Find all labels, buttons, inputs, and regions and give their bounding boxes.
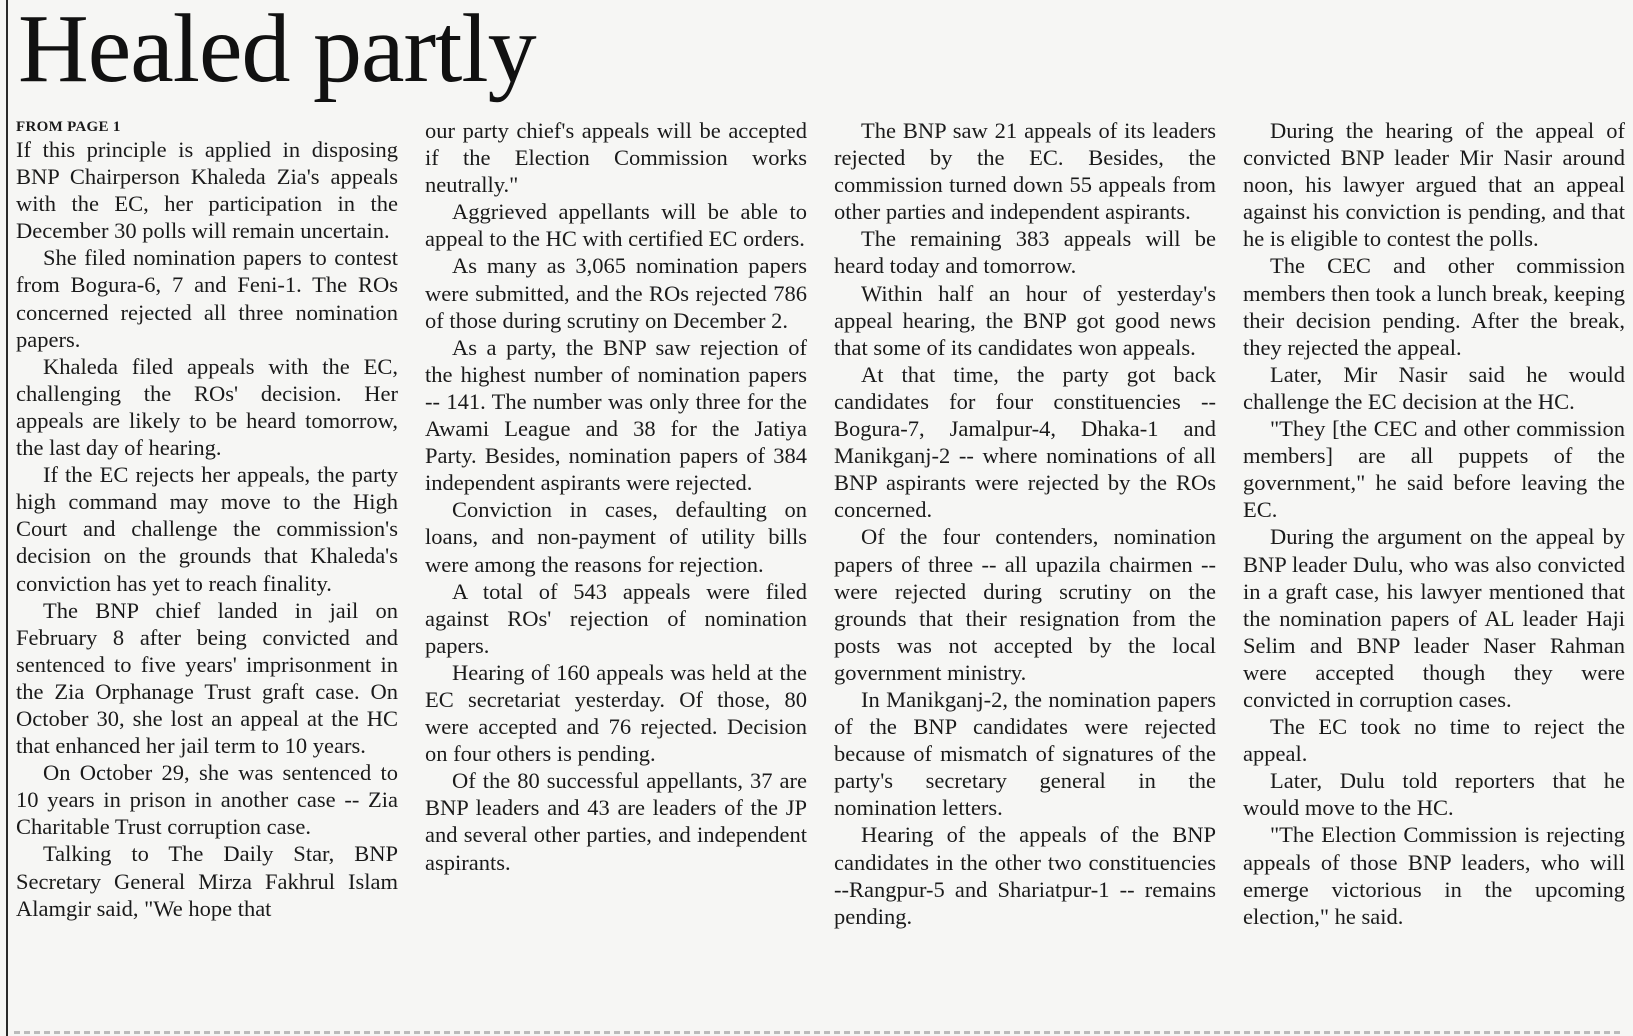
paragraph: Later, Dulu told reporters that he would move to the HC. [1243,768,1625,821]
paragraph: At that time, the party got back candidates for four constituencies -- Bogura-7, Jamalpur-4, Dhaka-1 and Manikganj-2 -- where nominations of all BNP aspirants were rejected by the ROs concerned. [834,361,1216,523]
paragraph: As a party, the BNP saw rejection of the highest number of nomination papers -- 141. The number was only three for the Awami League and 38 for the Jatiya Party. Besides, nomination papers of 384 independent aspirants were rejected. [425,334,807,496]
paragraph: She filed nomination papers to contest from Bogura-6, 7 and Feni-1. The ROs concerned rejected all three nomination papers. [16,245,398,352]
column-3 [834,117,1216,930]
paragraph: Of the four contenders, nomination papers of three -- all upazila chairmen -- were rejected during scrutiny on the grounds that their resignation from the posts was not accepted by the local government ministry. [834,524,1216,685]
column-4 [1243,117,1625,930]
from-page-label: FROM PAGE 1 [16,119,121,135]
paragraph: The remaining 383 appeals will be heard today and tomorrow. [834,226,1216,279]
paragraph: Aggrieved appellants will be able to appeal to the HC with certified EC orders. [425,199,807,252]
paragraph: Hearing of 160 appeals was held at the EC secretariat yesterday. Of those, 80 were accepted and 76 rejected. Decision on four others is pending. [425,659,807,767]
paragraph: "The Election Commission is rejecting appeals of those BNP leaders, who will emerge victorious in the upcoming election," he said. [1243,822,1625,929]
paragraph: During the hearing of the appeal of convicted BNP leader Mir Nasir around noon, his lawyer argued that an appeal against his conviction is pending, and that he is eligible to contest the polls. [1243,118,1625,252]
paragraph: Hearing of the appeals of the BNP candidates in the other two constituencies --Rangpur-5 and Shariatpur-1 -- remains pending. [834,822,1216,929]
column-1 [16,117,398,930]
paragraph: The EC took no time to reject the appeal. [1243,714,1625,767]
left-column-rule [6,0,8,1036]
paragraph: The CEC and other commission members then took a lunch break, keeping their decision pending. After the break, they rejected the appeal. [1243,253,1625,360]
column-2 [425,117,807,930]
paragraph: In Manikganj-2, the nomination papers of the BNP candidates were rejected because of mismatch of signatures of the party's secretary general in the nomination letters. [834,686,1216,821]
paragraph: If the EC rejects her appeals, the party high command may move to the High Court and challenge the commission's decision on the grounds that Khaleda's conviction has yet to reach finality. [16,462,398,596]
bottom-rule [14,1031,1623,1034]
paragraph: On October 29, she was sentenced to 10 years in prison in another case -- Zia Charitable Trust corruption case. [16,760,398,840]
paragraph: "They [the CEC and other commission members] are all puppets of the government," he said before leaving the EC. [1243,416,1625,523]
paragraph: Later, Mir Nasir said he would challenge the EC decision at the HC. [1243,361,1625,414]
paragraph: As many as 3,065 nomination papers were submitted, and the ROs rejected 786 of those during scrutiny on December 2. [425,253,807,333]
paragraph: Talking to The Daily Star, BNP Secretary General Mirza Fakhrul Islam Alamgir said, "We hope that [16,841,398,921]
paragraph: The BNP saw 21 appeals of its leaders rejected by the EC. Besides, the commission turned down 55 appeals from other parties and independent aspirants. [834,118,1216,225]
headline: Healed partly [18,0,536,103]
article-body [16,117,1623,930]
paragraph: Khaleda filed appeals with the EC, challenging the ROs' decision. Her appeals are likely to be heard tomorrow, the last day of hearing. [16,353,398,461]
paragraph: During the argument on the appeal by BNP leader Dulu, who was also convicted in a graft case, his lawyer mentioned that the nomination papers of AL leader Haji Selim and BNP leader Naser Rahman were accepted though they were convicted in corruption cases. [1243,524,1625,712]
paragraph: A total of 543 appeals were filed against ROs' rejection of nomination papers. [425,578,807,658]
paragraph: our party chief's appeals will be accepted if the Election Commission works neutrally." [425,118,807,198]
paragraph: If this principle is applied in disposing BNP Chairperson Khaleda Zia's appeals with the EC, her participation in the December 30 polls will remain uncertain. [16,137,398,244]
paragraph: Conviction in cases, defaulting on loans, and non-payment of utility bills were among the reasons for rejection. [425,497,807,577]
paragraph: The BNP chief landed in jail on February 8 after being convicted and sentenced to five years' imprisonment in the Zia Orphanage Trust graft case. On October 30, she lost an appeal at the HC that enhanced her jail term to 10 years. [16,597,398,759]
paragraph: Within half an hour of yesterday's appeal hearing, the BNP got good news that some of its candidates won appeals. [834,280,1216,360]
paragraph: Of the 80 successful appellants, 37 are BNP leaders and 43 are leaders of the JP and several other parties, and independent aspirants. [425,768,807,875]
